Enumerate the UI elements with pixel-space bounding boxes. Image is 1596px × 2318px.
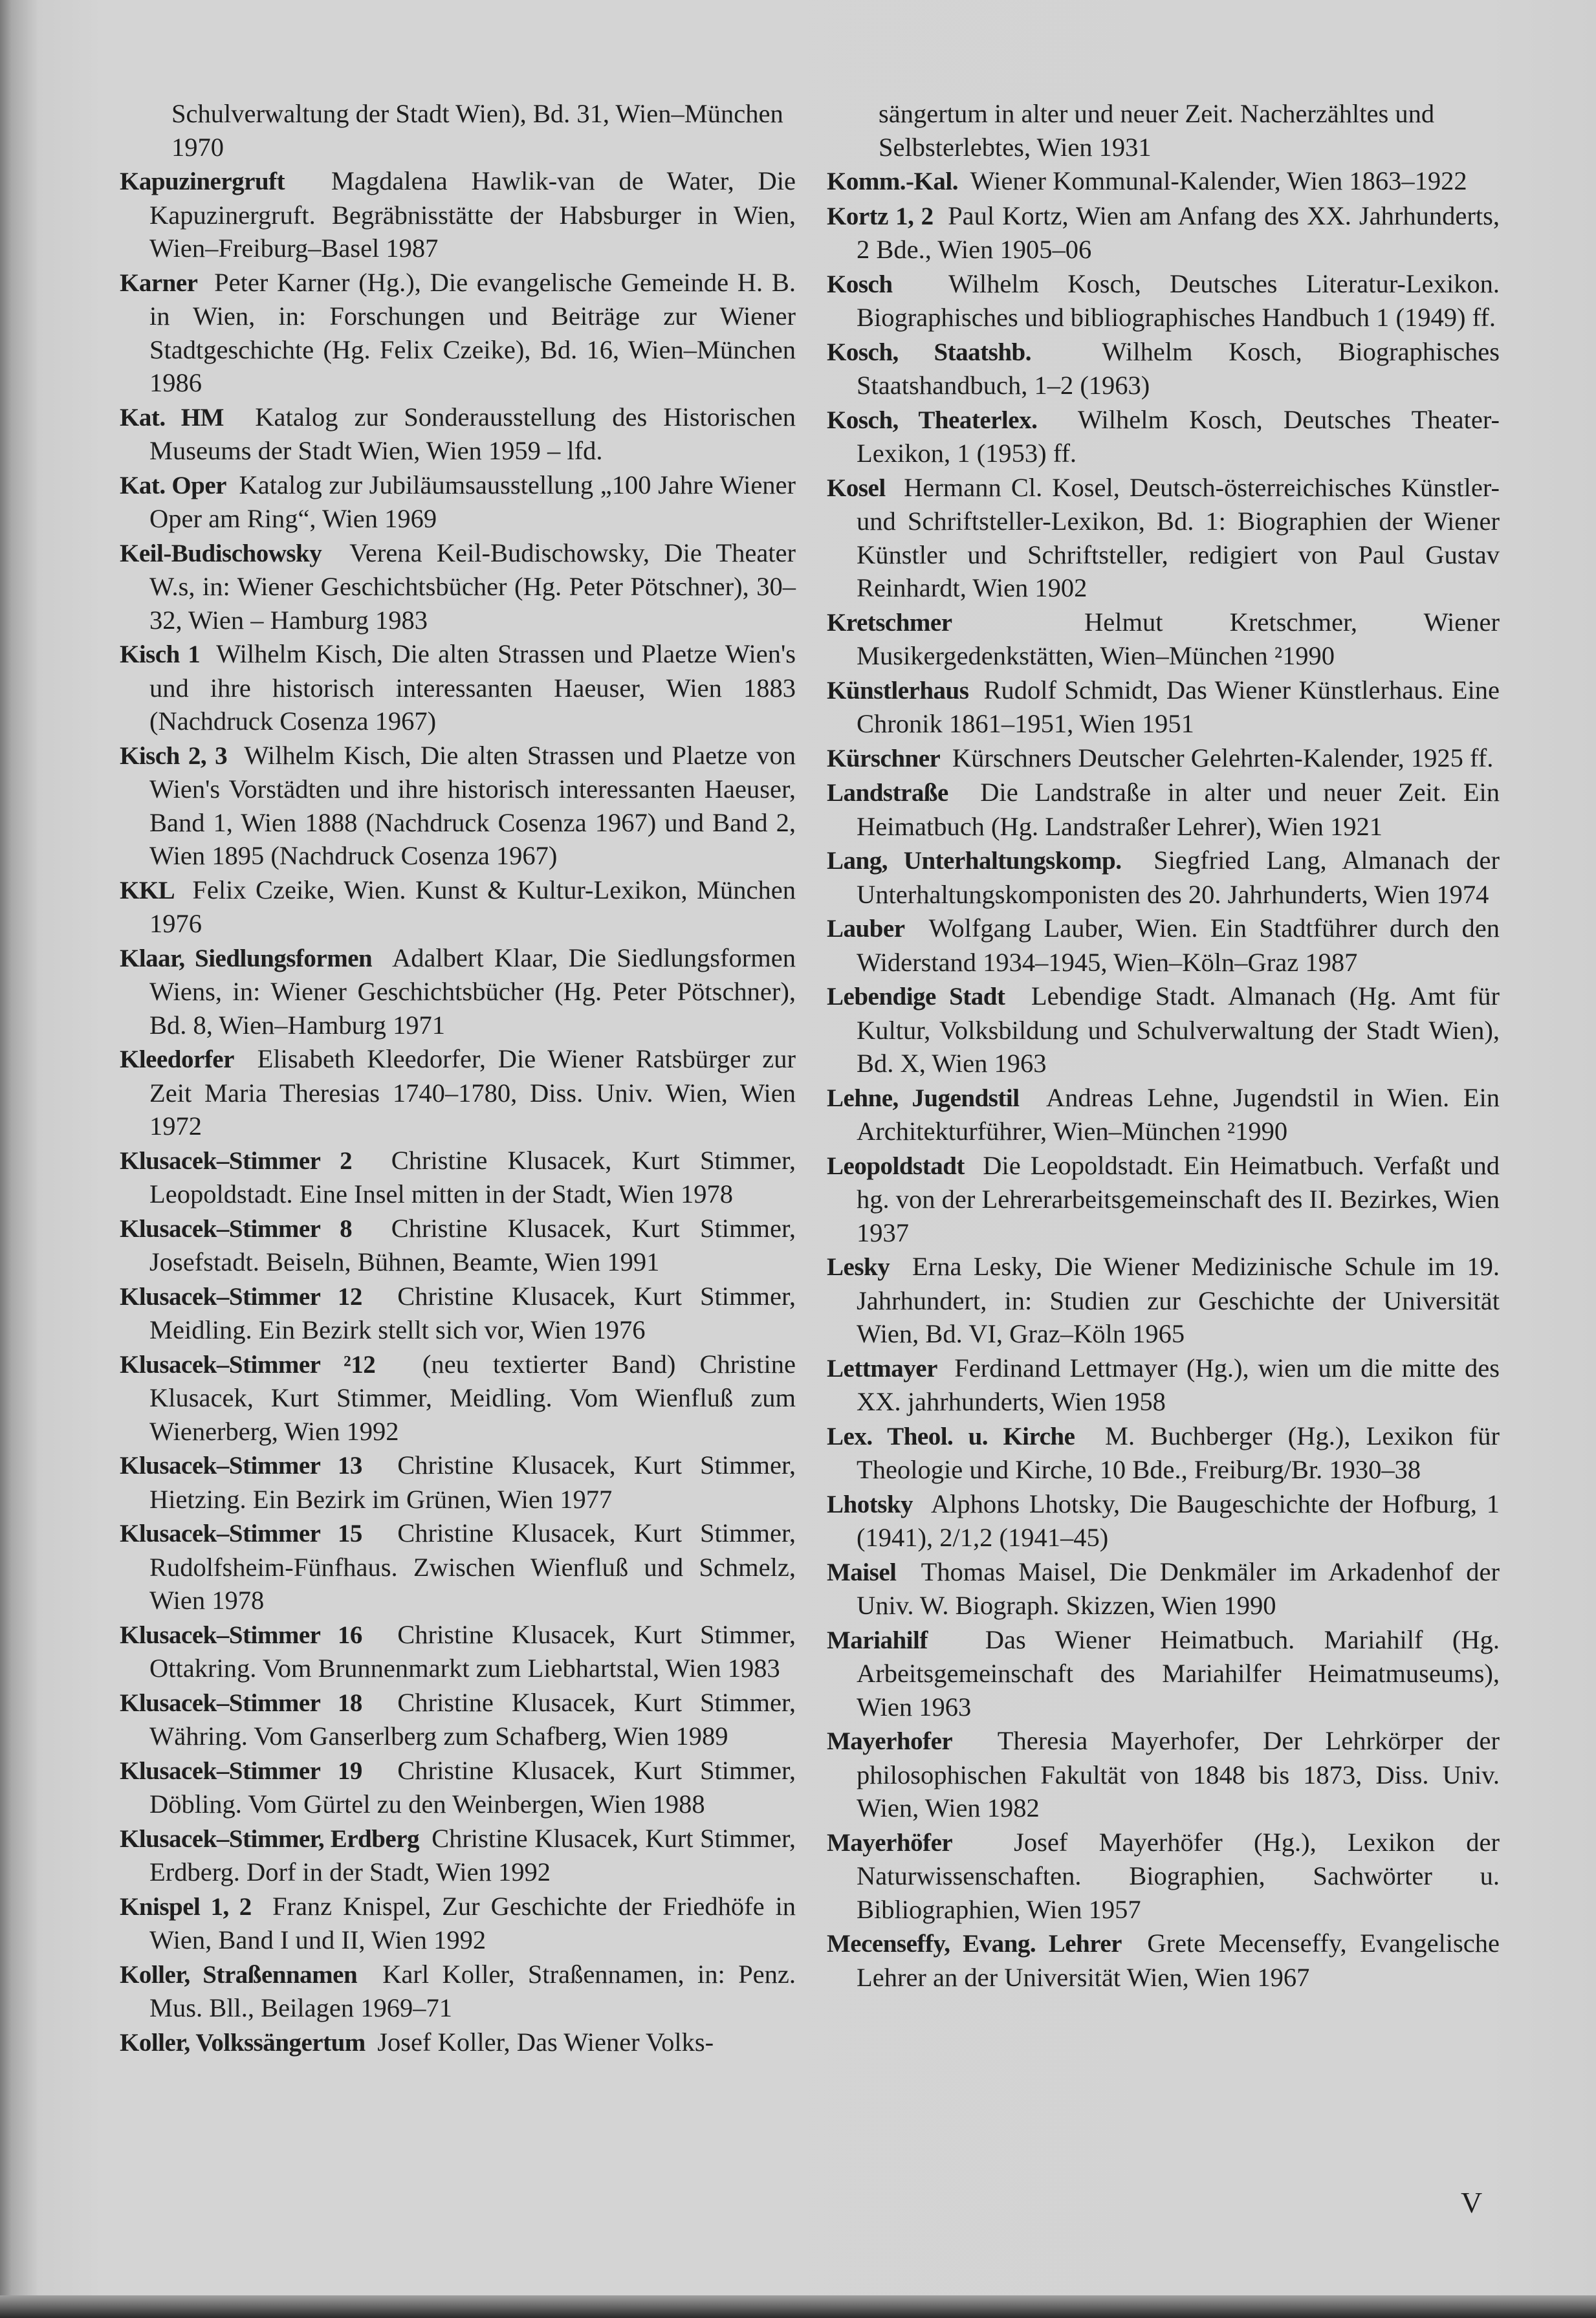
entry-citation: Helmut Kretschmer, Wiener Musikergedenkstätten, Wien–München ²1990 — [857, 607, 1500, 670]
entry-abbreviation: Lettmayer — [827, 1354, 937, 1383]
entry-abbreviation: Mayerhöfer — [827, 1828, 953, 1857]
entry-abbreviation: Kisch 2, 3 — [120, 741, 228, 770]
entry-abbreviation: Knispel 1, 2 — [120, 1892, 252, 1921]
entry-citation: Magdalena Hawlik-van de Water, Die Kapuzinergruft. Begräbnisstätte der Habsburger in Wien, Wien–Freiburg–Basel 1987 — [149, 166, 796, 263]
entry-abbreviation: Karner — [120, 268, 198, 297]
entry-abbreviation: Lang, Unterhaltungskomp. — [827, 847, 1122, 875]
bibliography-entry — [827, 1555, 1500, 1623]
entry-abbreviation: Kosel — [827, 474, 886, 502]
bibliography-entry — [120, 1449, 796, 1516]
entry-abbreviation: Mecenseffy, Evang. Lehrer — [827, 1930, 1122, 1958]
bibliography-entry — [827, 471, 1500, 605]
entry-citation: Siegfried Lang, Almanach der Unterhaltungskomponisten des 20. Jahrhunderts, Wien 1974 — [857, 846, 1500, 909]
entry-abbreviation: Mariahilf — [827, 1626, 928, 1654]
bibliography-entry — [827, 1487, 1500, 1555]
bibliography-entry — [827, 741, 1500, 776]
bibliography-entry — [120, 1754, 796, 1821]
entry-citation: Elisabeth Kleedorfer, Die Wiener Ratsbürger zur Zeit Maria Theresias 1740–1780, Diss. Univ. Wien, Wien 1972 — [149, 1044, 796, 1141]
entry-abbreviation: Klusacek–Stimmer 2 — [120, 1146, 353, 1175]
bibliography-entry — [120, 536, 796, 637]
entry-abbreviation: Kat. HM — [120, 403, 224, 432]
entry-citation: Wilhelm Kisch, Die alten Strassen und Plaetze von Wien's Vorstädten und ihre historisch interessanten Haeuser, Band 1, Wien 1888 (Nachdruck Cosenza 1967) und Band 2, Wien 1895 (Nachdruck Cosenza 1967) — [149, 740, 796, 870]
entry-citation: Christine Klusacek, Kurt Stimmer, Hietzing. Ein Bezirk im Grünen, Wien 1977 — [149, 1450, 796, 1514]
entry-abbreviation: Kleedorfer — [120, 1045, 234, 1073]
entry-citation: Peter Karner (Hg.), Die evangelische Gemeinde H. B. in Wien, in: Forschungen und Beiträge zur Wiener Stadtgeschichte (Hg. Felix Czeike), Bd. 16, Wien–München 1986 — [149, 267, 796, 397]
entry-abbreviation: Klusacek–Stimmer 15 — [120, 1520, 362, 1547]
entry-abbreviation: Kosch — [827, 270, 893, 298]
entry-abbreviation: Künstlerhaus — [827, 676, 969, 705]
entry-citation: Josef Koller, Das Wiener Volks- — [377, 2027, 714, 2057]
bibliography-entry — [120, 1280, 796, 1347]
entry-abbreviation: Kosch, Theaterlex. — [827, 406, 1038, 434]
entry-abbreviation: Kisch 1 — [120, 640, 201, 668]
entry-citation: Christine Klusacek, Kurt Stimmer, Erdberg. Dorf in der Stadt, Wien 1992 — [149, 1823, 796, 1886]
bibliography-entry — [827, 1250, 1500, 1351]
left-column — [120, 97, 796, 2060]
entry-citation: Grete Mecenseffy, Evangelische Lehrer an der Universität Wien, Wien 1967 — [857, 1929, 1500, 1992]
bibliography-entry — [120, 1042, 796, 1143]
entry-abbreviation: Lex. Theol. u. Kirche — [827, 1422, 1075, 1450]
entry-citation: Wilhelm Kosch, Deutsches Theater-Lexikon, 1 (1953) ff. — [857, 404, 1500, 468]
entry-abbreviation: Klusacek–Stimmer 13 — [120, 1452, 362, 1480]
entry-citation: Christine Klusacek, Kurt Stimmer, Ottakring. Vom Brunnenmarkt zum Liebhartstal, Wien 1983 — [149, 1619, 796, 1683]
entry-abbreviation: Klusacek–Stimmer 12 — [120, 1282, 362, 1311]
entry-citation: Thomas Maisel, Die Denkmäler im Arkadenhof der Univ. W. Biograph. Skizzen, Wien 1990 — [857, 1557, 1500, 1620]
page-number: V — [1461, 2186, 1483, 2219]
entry-abbreviation: Lesky — [827, 1253, 890, 1281]
bibliography-entry — [827, 335, 1500, 402]
entry-abbreviation: Kretschmer — [827, 608, 952, 637]
entry-abbreviation: Lauber — [827, 915, 905, 943]
entry-abbreviation: Lhotsky — [827, 1490, 913, 1518]
bibliography-entry — [120, 266, 796, 400]
entry-abbreviation: KKL — [120, 876, 175, 904]
entry-abbreviation: Keil-Budischowsky — [120, 539, 322, 567]
entry-abbreviation: Kürschner — [827, 744, 941, 772]
entry-abbreviation: Klusacek–Stimmer, Erdberg — [120, 1824, 420, 1853]
entry-citation: Karl Koller, Straßennamen, in: Penz. Mus. Bll., Beilagen 1969–71 — [149, 1959, 796, 2022]
entry-citation: Alphons Lhotsky, Die Baugeschichte der Hofburg, 1 (1941), 2/1,2 (1941–45) — [857, 1489, 1500, 1552]
entry-abbreviation: Klusacek–Stimmer ²12 — [120, 1350, 376, 1379]
bibliography-entry — [120, 2026, 796, 2060]
entry-abbreviation: Kapuzinergruft — [120, 168, 285, 195]
entry-abbreviation: Klusacek–Stimmer 8 — [120, 1214, 353, 1243]
bibliography-entry — [827, 912, 1500, 979]
bibliography-entry — [120, 1212, 796, 1279]
entry-abbreviation: Kortz 1, 2 — [827, 202, 934, 230]
bibliography-entry — [120, 1144, 796, 1211]
bibliography-entry — [827, 1724, 1500, 1825]
bibliography-entry — [827, 1623, 1500, 1724]
entry-abbreviation: Klusacek–Stimmer 18 — [120, 1689, 362, 1717]
bibliography-entry — [827, 979, 1500, 1080]
entry-citation: Wolfgang Lauber, Wien. Ein Stadtführer durch den Widerstand 1934–1945, Wien–Köln–Graz 1987 — [857, 913, 1500, 977]
bibliography-entry — [120, 1686, 796, 1753]
entry-abbreviation: Klusacek–Stimmer 16 — [120, 1621, 362, 1649]
entry-abbreviation: Maisel — [827, 1558, 897, 1586]
bibliography-entry — [120, 164, 796, 265]
entry-citation: Christine Klusacek, Kurt Stimmer, Währing. Vom Ganserlberg zum Schafberg, Wien 1989 — [149, 1687, 796, 1751]
entry-citation: Erna Lesky, Die Wiener Medizinische Schule im 19. Jahrhundert, in: Studien zur Geschichte der Universität Wien, Bd. VI, Graz–Köln 1965 — [857, 1252, 1500, 1348]
entry-citation: Felix Czeike, Wien. Kunst & Kultur-Lexikon, München 1976 — [149, 875, 796, 938]
entry-citation: Christine Klusacek, Kurt Stimmer, Döbling. Vom Gürtel zu den Weinbergen, Wien 1988 — [149, 1755, 796, 1819]
bibliography-entry — [120, 873, 796, 941]
entry-abbreviation: Kosch, Staatshb. — [827, 338, 1031, 366]
entry-citation: Die Landstraße in alter und neuer Zeit. Ein Heimatbuch (Hg. Landstraßer Lehrer), Wien 1921 — [857, 778, 1500, 841]
entry-citation: Christine Klusacek, Kurt Stimmer, Rudolfsheim-Fünfhaus. Zwischen Wienfluß und Schmelz, Wien 1978 — [149, 1518, 796, 1615]
bibliography-entry — [827, 776, 1500, 843]
bibliography-entry — [827, 1826, 1500, 1927]
entry-abbreviation: Koller, Straßennamen — [120, 1960, 358, 1989]
bibliography-entry — [827, 606, 1500, 673]
bibliography-entry — [827, 673, 1500, 741]
entry-citation: Schulverwaltung der Stadt Wien), Bd. 31, Wien–München 1970 — [171, 99, 783, 162]
bibliography-entry — [827, 1081, 1500, 1148]
bibliography-entry — [827, 1351, 1500, 1419]
entry-abbreviation: Kat. Oper — [120, 471, 226, 499]
entry-citation: Ferdinand Lettmayer (Hg.), wien um die mitte des XX. jahrhunderts, Wien 1958 — [857, 1353, 1500, 1416]
bibliography-entry — [827, 1927, 1500, 1994]
entry-citation: Christine Klusacek, Kurt Stimmer, Josefstadt. Beiseln, Bühnen, Beamte, Wien 1991 — [149, 1213, 796, 1276]
entry-citation: Christine Klusacek, Kurt Stimmer, Leopoldstadt. Eine Insel mitten in der Stadt, Wien 1978 — [149, 1145, 796, 1208]
bibliography-entry — [120, 97, 796, 164]
entry-abbreviation: Mayerhofer — [827, 1727, 953, 1755]
entry-abbreviation: Koller, Volkssängertum — [120, 2028, 366, 2057]
bibliography-entry — [120, 739, 796, 873]
bibliography-entry — [827, 267, 1500, 334]
bibliography-entry — [827, 844, 1500, 911]
bibliography-entry — [120, 1618, 796, 1685]
bibliography-entry — [120, 1822, 796, 1889]
bibliography-entry — [120, 400, 796, 468]
entry-citation: Das Wiener Heimatbuch. Mariahilf (Hg. Arbeitsgemeinschaft des Mariahilfer Heimatmuseums), Wien 1963 — [857, 1624, 1500, 1722]
entry-abbreviation: Lebendige Stadt — [827, 983, 1005, 1011]
bibliography-entry — [120, 468, 796, 536]
bibliography-entry — [827, 1419, 1500, 1487]
entry-citation: Verena Keil-Budischowsky, Die Theater W.s, in: Wiener Geschichtsbücher (Hg. Peter Pötschner), 30–32, Wien – Hamburg 1983 — [149, 538, 796, 635]
page-bottom-edge — [0, 2295, 1596, 2318]
entry-citation: sängertum in alter und neuer Zeit. Nacherzähltes und Selbsterlebtes, Wien 1931 — [879, 99, 1435, 162]
entry-citation: Wiener Kommunal-Kalender, Wien 1863–1922 — [970, 166, 1467, 195]
entry-citation: Paul Kortz, Wien am Anfang des XX. Jahrhunderts, 2 Bde., Wien 1905–06 — [857, 201, 1500, 264]
entry-citation: Kürschners Deutscher Gelehrten-Kalender, 1925 ff. — [952, 743, 1494, 772]
bibliography-entry — [120, 1348, 796, 1449]
entry-abbreviation: Leopoldstadt — [827, 1152, 965, 1180]
entry-abbreviation: Komm.-Kal. — [827, 168, 958, 195]
bibliography-entry — [120, 941, 796, 1042]
bibliography-entry — [827, 97, 1500, 164]
bibliography-entry — [827, 1149, 1500, 1250]
bibliography-entry — [827, 164, 1500, 199]
entry-citation: Katalog zur Jubiläumsausstellung „100 Jahre Wiener Oper am Ring“, Wien 1969 — [149, 470, 796, 533]
bibliography-entry — [120, 1516, 796, 1617]
bibliography-entry — [120, 637, 796, 738]
entry-abbreviation: Klusacek–Stimmer 19 — [120, 1756, 362, 1785]
entry-abbreviation: Klaar, Siedlungsformen — [120, 944, 373, 972]
entry-citation: Christine Klusacek, Kurt Stimmer, Meidling. Ein Bezirk stellt sich vor, Wien 1976 — [149, 1281, 796, 1344]
entry-abbreviation: Landstraße — [827, 779, 948, 807]
entry-citation: Die Leopoldstadt. Ein Heimatbuch. Verfaßt und hg. von der Lehrerarbeitsgemeinschaft des II. Bezirkes, Wien 1937 — [857, 1150, 1500, 1247]
entry-citation: Wilhelm Kosch, Biographisches Staatshandbuch, 1–2 (1963) — [857, 336, 1500, 400]
bibliography-entry — [827, 403, 1500, 470]
entry-citation: (neu textierter Band) Christine Klusacek, Kurt Stimmer, Meidling. Vom Wienfluß zum Wienerberg, Wien 1992 — [149, 1349, 796, 1446]
entry-citation: M. Buchberger (Hg.), Lexikon für Theologie und Kirche, 10 Bde., Freiburg/Br. 1930–38 — [857, 1421, 1500, 1484]
entry-citation: Franz Knispel, Zur Geschichte der Friedhöfe in Wien, Band I und II, Wien 1992 — [149, 1891, 796, 1954]
bibliography-entry — [120, 1958, 796, 2025]
entry-citation: Adalbert Klaar, Die Siedlungsformen Wiens, in: Wiener Geschichtsbücher (Hg. Peter Pötschner), Bd. 8, Wien–Hamburg 1971 — [149, 943, 796, 1040]
entry-citation: Josef Mayerhöfer (Hg.), Lexikon der Naturwissenschaften. Biographien, Sachwörter u. Bibliographien, Wien 1957 — [857, 1827, 1500, 1924]
bibliography-entry — [120, 1890, 796, 1957]
entry-citation: Andreas Lehne, Jugendstil in Wien. Ein Architekturführer, Wien–München ²1990 — [857, 1082, 1500, 1146]
entry-citation: Wilhelm Kosch, Deutsches Literatur-Lexikon. Biographisches und bibliographisches Handbuch 1 (1949) ff. — [857, 268, 1500, 332]
entry-citation: Katalog zur Sonderausstellung des Historischen Museums der Stadt Wien, Wien 1959 – lfd. — [149, 402, 796, 465]
entry-abbreviation: Lehne, Jugendstil — [827, 1084, 1020, 1112]
entry-citation: Hermann Cl. Kosel, Deutsch-österreichisches Künstler- und Schriftsteller-Lexikon, Bd. 1: Biographien der Wiener Künstler und Schriftsteller, redigiert von Paul Gustav Reinhardt, Wien 1902 — [857, 472, 1500, 602]
entry-citation: Wilhelm Kisch, Die alten Strassen und Plaetze Wien's und ihre historisch interessanten Haeuser, Wien 1883 (Nachdruck Cosenza 1967) — [149, 639, 796, 736]
bibliography-entry — [827, 199, 1500, 267]
right-column — [827, 97, 1500, 1995]
entry-citation: Theresia Mayerhofer, Der Lehrkörper der philosophischen Fakultät von 1848 bis 1873, Diss. Univ. Wien, Wien 1982 — [857, 1726, 1500, 1822]
entry-citation: Lebendige Stadt. Almanach (Hg. Amt für Kultur, Volksbildung und Schulverwaltung der Stadt Wien), Bd. X, Wien 1963 — [857, 981, 1500, 1078]
entry-citation: Rudolf Schmidt, Das Wiener Künstlerhaus. Eine Chronik 1861–1951, Wien 1951 — [857, 675, 1500, 738]
